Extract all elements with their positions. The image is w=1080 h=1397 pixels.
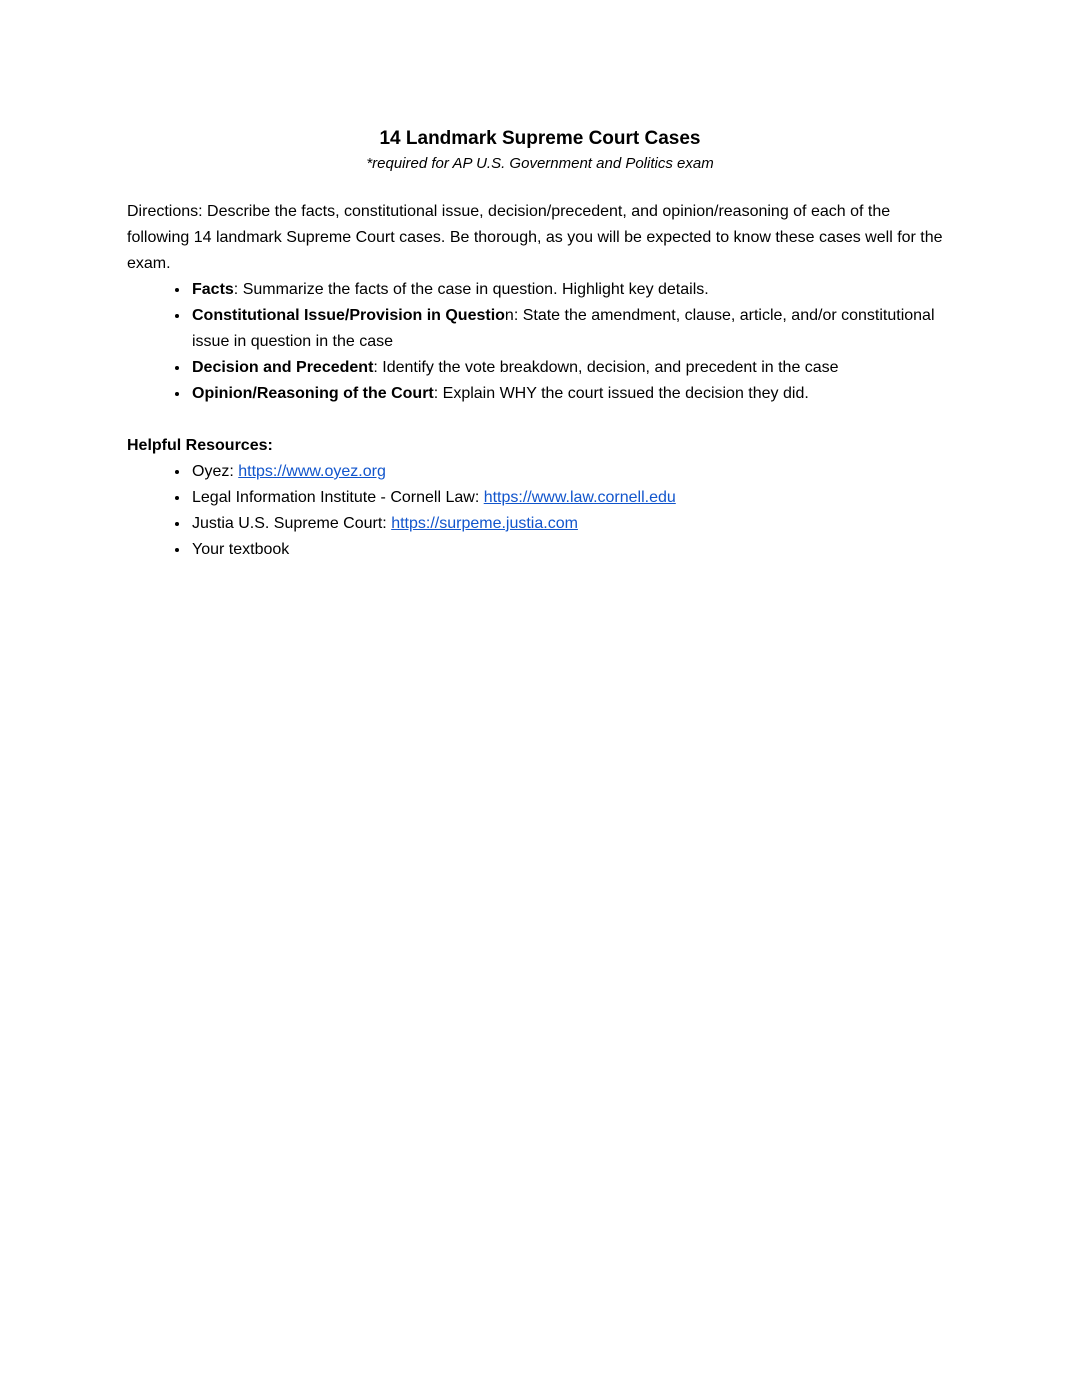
resources-heading: Helpful Resources: — [127, 437, 273, 454]
list-item — [190, 303, 953, 355]
list-item — [190, 511, 953, 537]
justia-link[interactable]: https://surpeme.justia.com — [391, 515, 578, 532]
criterion-desc: n: State the amendment, clause, article, and/or constitutional issue in question in the case — [192, 307, 935, 350]
page-subtitle: *required for AP U.S. Government and Politics exam — [366, 155, 714, 172]
criteria-list — [127, 277, 953, 407]
criterion-desc: : Identify the vote breakdown, decision, and precedent in the case — [373, 359, 839, 376]
resource-label: Legal Information Institute - Cornell Law: — [192, 489, 484, 506]
criterion-desc: : Explain WHY the court issued the decision they did. — [433, 385, 809, 402]
resource-label: Oyez: — [192, 463, 239, 480]
resources-list — [127, 459, 953, 563]
page-title: 14 Landmark Supreme Court Cases — [379, 128, 701, 149]
list-item — [190, 277, 953, 303]
criterion-term: Decision and Precedent — [192, 359, 374, 376]
directions-paragraph: Directions: Describe the facts, constitutional issue, decision/precedent, and opinion/reasoning of each of the following 14 landmark Supreme Court cases. Be thorough, as you will be expected to know these cases well for the exam. — [127, 203, 943, 272]
cornell-law-link[interactable]: https://www.law.cornell.edu — [483, 489, 676, 506]
list-item — [190, 459, 953, 485]
criterion-desc: : Summarize the facts of the case in question. Highlight key details. — [233, 281, 709, 298]
criterion-term: Opinion/Reasoning of the Court — [192, 385, 434, 402]
criterion-term: Constitutional Issue/Provision in Questio — [192, 307, 505, 324]
list-item — [190, 381, 953, 407]
resource-label: Justia U.S. Supreme Court: — [192, 515, 392, 532]
list-item — [190, 485, 953, 511]
criterion-term: Facts — [192, 281, 234, 298]
oyez-link[interactable]: https://www.oyez.org — [238, 463, 386, 480]
list-item — [190, 355, 953, 381]
resource-label: Your textbook — [192, 541, 290, 558]
list-item — [190, 537, 953, 563]
